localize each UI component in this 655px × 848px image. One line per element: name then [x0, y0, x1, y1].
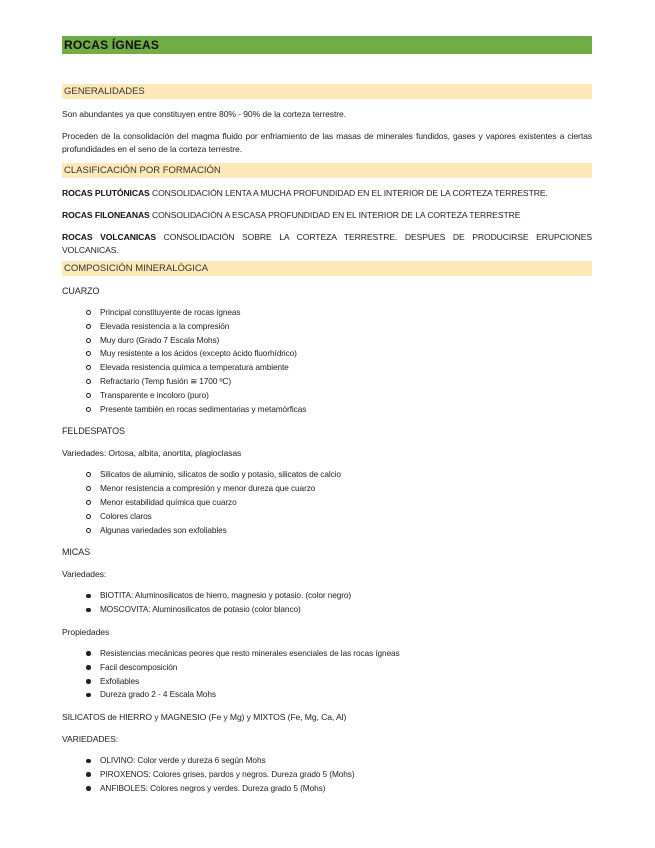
section-heading-composicion: COMPOSICIÓN MINERALÓGICA [62, 261, 592, 276]
clasificacion-volcanicas [62, 231, 592, 257]
list-item: Muy duro (Grado 7 Escala Mohs) [100, 334, 592, 348]
paragraph-abundancia: Son abundantes ya que constituyen entre 80% - 90% de la corteza terrestre. [62, 109, 347, 119]
section-heading-generalidades: GENERALIDADES [62, 84, 592, 99]
desc-filoneanas: CONSOLIDACIÓN A ESCASA PROFUNDIDAD EN EL INTERIOR DE LA CORTEZA TERRESTRE [149, 210, 521, 220]
subheading-micas: MICAS [62, 547, 91, 558]
list-item: Facil descomposición [100, 661, 592, 675]
list-item: Presente también en rocas sedimentarias y metamórficas [100, 403, 592, 417]
subheading-cuarzo: CUARZO [62, 286, 100, 296]
clasificacion-plutonicas [62, 187, 592, 200]
silicatos-variedades-label: VARIEDADES: [62, 734, 119, 745]
document-page [62, 36, 592, 796]
list-item: MOSCOVITA: Aluminosilicatos de potasio (color blanco) [100, 603, 592, 617]
term-filoneanas: ROCAS FILONEANAS [62, 210, 150, 220]
list-item: OLIVINO: Color verde y dureza 6 según Mohs [100, 754, 592, 768]
list-item: Menor estabilidad química que cuarzo [100, 496, 592, 510]
list-item: Menor resistencia a compresión y menor dureza que cuarzo [100, 482, 592, 496]
section-heading-clasificacion: CLASIFICACIÓN POR FORMACIÓN [62, 163, 592, 178]
list-item: Refractario (Temp fusión ≅ 1700 ºC) [100, 375, 592, 389]
list-micas-propiedades [62, 647, 592, 702]
list-item: Principal constituyente de rocas ígneas [100, 306, 592, 320]
list-micas-variedades [62, 589, 592, 617]
title-banner [62, 36, 592, 54]
list-item: Muy resistente a los ácidos (excepto ácido fluorhídrico) [100, 347, 592, 361]
list-item: Elevada resistencia química a temperatura ambiente [100, 361, 592, 375]
list-item: Resistencias mecánicas peores que resto minerales esenciales de las rocas ígneas [100, 647, 592, 661]
desc-plutonicas: CONSOLIDACIÓN LENTA A MUCHA PROFUNDIDAD EN EL INTERIOR DE LA CORTEZA TERRESTRE. [149, 188, 548, 198]
list-item: BIOTITA: Aluminosilicatos de hierro, magnesio y potasio. (color negro) [100, 589, 592, 603]
list-feldespatos [62, 468, 592, 537]
list-item: Dureza grado 2 - 4 Escala Mohs [100, 688, 592, 702]
term-volcanicas: ROCAS VOLCANICAS [62, 232, 156, 242]
subheading-feldespatos: FELDESPATOS [62, 426, 125, 437]
list-item: Algunas variedades son exfoliables [100, 524, 592, 538]
list-item: Silicatos de aluminio, silicatos de sodio y potasio, silicatos de calcio [100, 468, 592, 482]
list-silicatos [62, 754, 592, 795]
desc-volcanicas: CONSOLIDACIÓN SOBRE LA CORTEZA TERRESTRE. DESPUES DE PRODUCIRSE ERUPCIONES VOLCANICAS. [62, 232, 592, 255]
list-cuarzo [62, 306, 592, 416]
list-item: Colores claros [100, 510, 592, 524]
feldespatos-variedades: Variedades: Ortosa, albita, anortita, plagioclasas [62, 448, 242, 459]
micas-variedades-label: Variedades: [62, 569, 107, 580]
term-plutonicas: ROCAS PLUTÓNICAS [62, 188, 150, 198]
list-item: ANFIBOLES: Colores negros y verdes. Dureza grado 5 (Mohs) [100, 782, 592, 796]
page-title: ROCAS ÍGNEAS [64, 38, 160, 52]
list-item: Exfoliables [100, 675, 592, 689]
subheading-silicatos: SILICATOS de HIERRO y MAGNESIO (Fe y Mg) y MIXTOS (Fe, Mg, Ca, Al) [62, 712, 347, 723]
list-item: Elevada resistencia a la compresión [100, 320, 592, 334]
micas-propiedades-label: Propiedades [62, 626, 110, 637]
list-item: PIROXENOS: Colores grises, pardos y negros. Dureza grado 5 (Mohs) [100, 768, 592, 782]
paragraph-origen: Proceden de la consolidación del magma fluido por enfriamiento de las masas de minerales fundidos, gases y vapores existentes a ciertas profundidades en el seno de la corteza terrestre. [62, 131, 592, 154]
clasificacion-filoneanas [62, 209, 592, 222]
list-item: Transparente e incoloro (puro) [100, 389, 592, 403]
